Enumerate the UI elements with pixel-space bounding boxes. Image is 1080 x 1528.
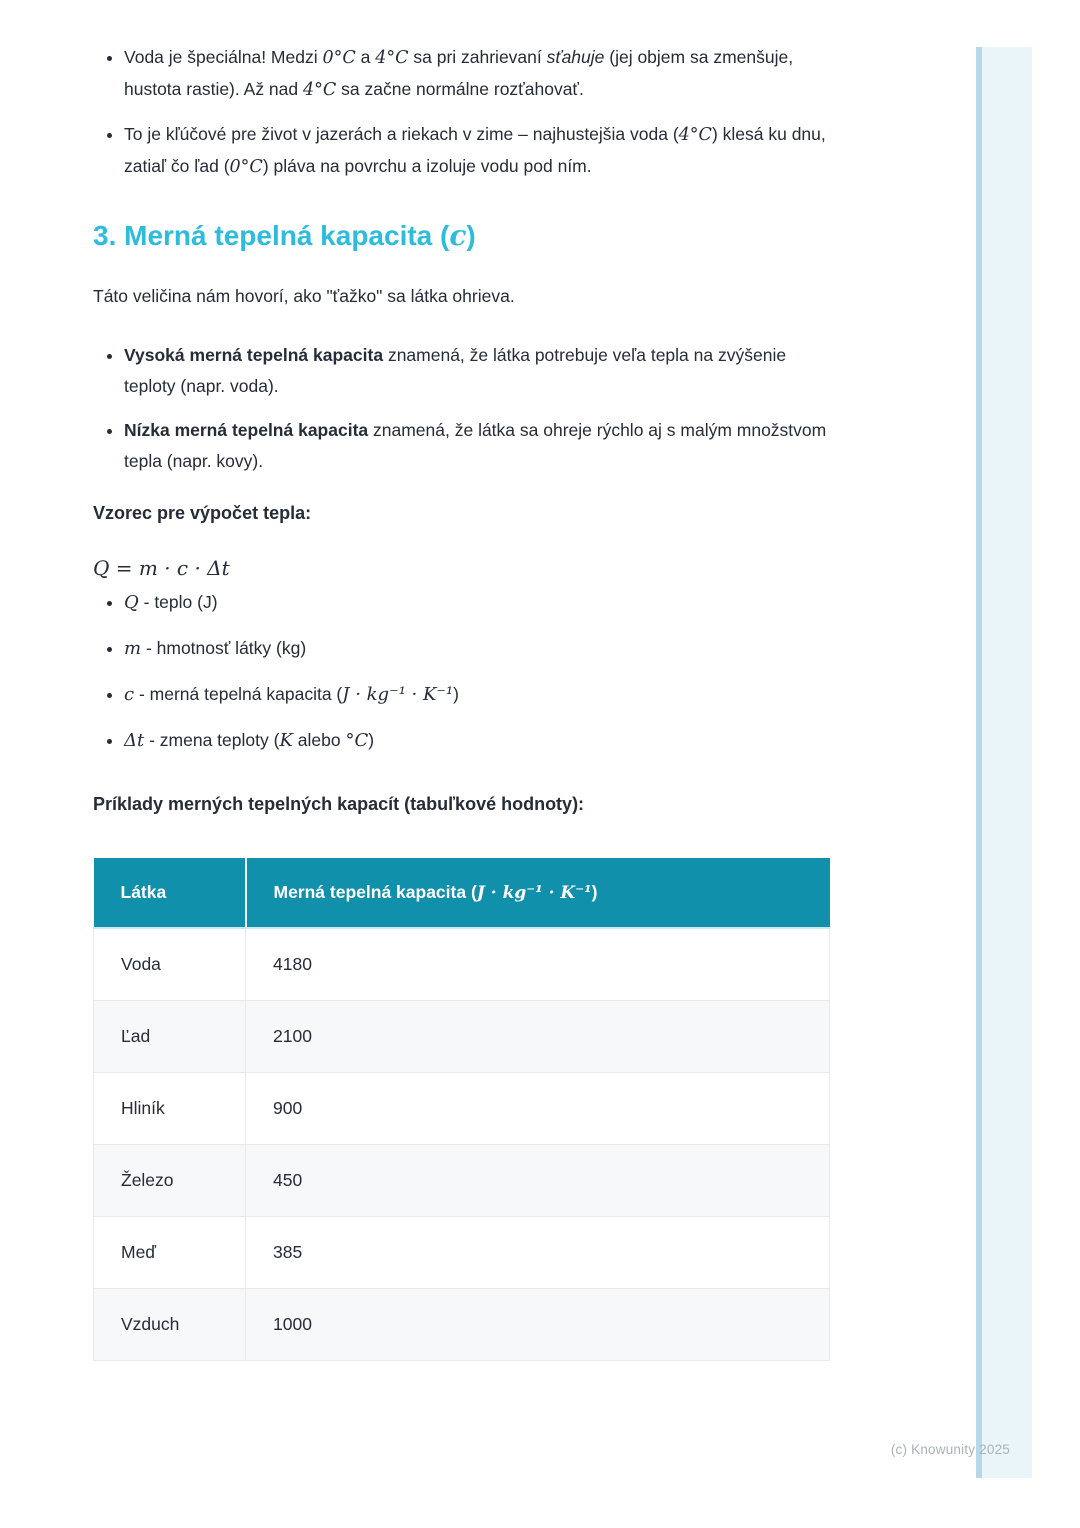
math-symbol: c [124,684,135,705]
examples-label: Príklady merných tepelných kapacít (tabuľkové hodnoty): [93,794,585,814]
table-header [94,858,830,928]
math-unit: J · kg⁻¹ · K⁻¹ [342,684,454,705]
table-row [94,1000,830,1072]
math-run: 0°C [322,48,356,68]
text-run: ) klesá ku dnu, zatiaľ čo ľad ( [124,124,826,176]
text-run: znamená, že látka sa ohreje rýchlo aj s malým množstvom tepla (napr. kovy). [124,420,827,471]
text-run: - teplo (J) [138,592,218,612]
text-run: - zmena teploty ( [144,730,280,750]
header-text: Merná tepelná kapacita ( [273,882,477,902]
text-run: alebo [292,730,346,750]
header-cell-kapacita [246,858,830,928]
list-item [124,119,830,183]
text-run: (jej objem sa zmenšuje, hustota rastie). Až nad [124,47,794,99]
text-run: Voda je špeciálna! Medzi [124,47,323,67]
cell-hodnota: 385 [246,1216,830,1288]
table-row [94,1072,830,1144]
math-run: c [449,219,467,252]
heading-text: ) [466,220,476,251]
bold-run: Vysoká merná tepelná kapacita [124,345,384,365]
cell-hodnota: 900 [246,1072,830,1144]
math-run: 0°C [229,157,263,177]
cell-hodnota: 450 [246,1144,830,1216]
cell-hodnota: 4180 [246,928,830,1000]
list-item [124,725,830,756]
decorative-stripe [976,47,1032,1478]
list-item [124,587,830,618]
formula-label: Vzorec pre výpočet tepla: [93,503,312,523]
math-run: K [279,730,293,751]
bold-run: Nízka merná tepelná kapacita [124,420,369,440]
cell-latka: Železo [94,1144,246,1216]
capacity-bullet-list [93,340,830,477]
table-row [94,1216,830,1288]
section-intro-paragraph: Táto veličina nám hovorí, ako "ťažko" sa látka ohrieva. [93,286,515,306]
cell-latka: Voda [94,928,246,1000]
text-run: znamená, že látka potrebuje veľa tepla na zvýšenie teploty (napr. voda). [124,345,787,396]
text-run: a [355,47,376,67]
header-text: ) [591,882,598,902]
cell-latka: Hliník [94,1072,246,1144]
text-run: ) [453,684,459,704]
emphasis-run: sťahuje [546,47,605,67]
section-heading [93,219,830,253]
cell-latka: Meď [94,1216,246,1288]
intro-bullet-list [93,42,830,183]
list-item [124,340,830,402]
heat-formula: Q = m · c · Δt [93,556,230,580]
math-symbol: Q [124,592,139,613]
text-run: sa začne normálne rozťahovať. [336,79,584,99]
definitions-list [93,587,830,756]
copyright-footer: (c) Knowunity 2025 [890,1442,1010,1457]
heading-text: 3. Merná tepelná kapacita ( [93,220,450,251]
math-run: 4°C [375,48,409,68]
text-run: ) pláva na povrchu a izoluje vodu pod ním. [262,156,592,176]
text-run: sa pri zahrievaní [408,47,547,67]
header-cell-latka: Látka [94,858,246,928]
table-row [94,1144,830,1216]
math-symbol: m [124,638,142,659]
table-body [94,928,830,1360]
list-item [124,42,830,106]
list-item [124,415,830,477]
cell-hodnota: 1000 [246,1288,830,1360]
table-header-row [94,858,830,928]
document-content [93,0,830,1361]
math-unit: J · kg⁻¹ · K⁻¹ [476,883,592,903]
specific-heat-table [93,858,830,1361]
math-run: °C [345,730,369,751]
math-run: 4°C [678,125,712,145]
math-symbol: Δt [124,730,145,751]
table-row [94,928,830,1000]
math-run: 4°C [303,80,337,100]
cell-latka: Ľad [94,1000,246,1072]
text-run: - merná tepelná kapacita ( [134,684,343,704]
text-run: - hmotnosť látky (kg) [141,638,307,658]
table-row [94,1288,830,1360]
list-item [124,633,830,664]
list-item [124,679,830,710]
text-run: ) [368,730,375,750]
cell-latka: Vzduch [94,1288,246,1360]
text-run: To je kľúčové pre život v jazerách a riekach v zime – najhustejšia voda ( [124,124,679,144]
cell-hodnota: 2100 [246,1000,830,1072]
